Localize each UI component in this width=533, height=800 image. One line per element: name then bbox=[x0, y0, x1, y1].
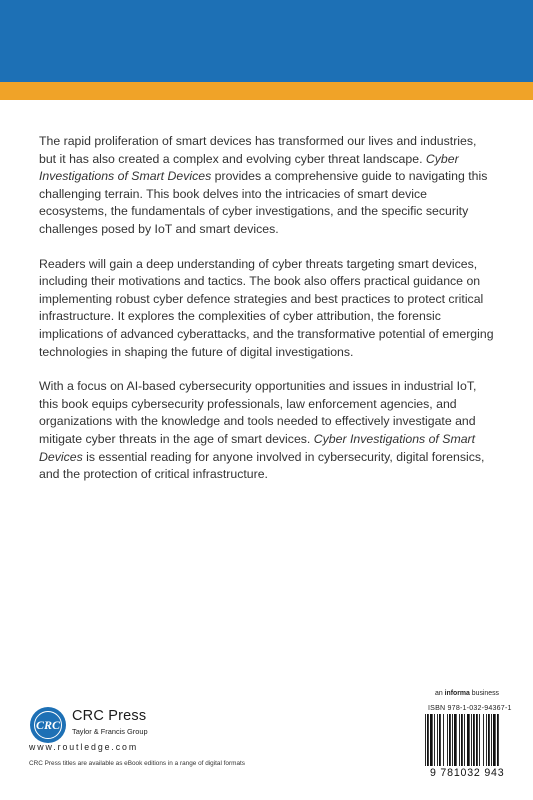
blurb-p3-text-b: is essential reading for anyone involved in cybersecurity, digital forensics, and the protection of critical infrastructure. bbox=[39, 449, 485, 482]
publisher-group: Taylor & Francis Group bbox=[72, 727, 148, 736]
accent-color-band bbox=[0, 82, 533, 100]
top-color-band bbox=[0, 0, 533, 82]
informa-business-tag bbox=[435, 690, 499, 697]
barcode-icon bbox=[423, 714, 522, 766]
ebook-availability-note: CRC Press titles are available as eBook editions in a range of digital formats bbox=[29, 760, 245, 767]
publisher-name: CRC Press bbox=[72, 708, 147, 724]
informa-suffix: business bbox=[469, 690, 499, 697]
crc-press-logo-icon bbox=[29, 706, 67, 744]
blurb-paragraph-1 bbox=[39, 133, 496, 239]
blurb-paragraph-3 bbox=[39, 378, 496, 484]
blurb-paragraph-2: Readers will gain a deep understanding of cyber threats targeting smart devices, including their motivations and tactics. The book also offers practical guidance on implementing robust cyber defence strategies and best practices to protect critical infrastructure. It explores the complexities of cyber attribution, the forensic implications of advanced cyberattacks, and the transformative potential of emerging technologies in shaping the future of digital investigations. bbox=[39, 256, 494, 359]
isbn-text: ISBN 978-1-032-94367-1 bbox=[428, 704, 512, 712]
informa-brand: informa bbox=[444, 690, 470, 697]
blurb-p3-text-a: With a focus on AI-based cybersecurity opportunities and issues in industrial IoT, this book equips cybersecurity professionals, law enforcement agencies, and organizations with the knowledge and tools needed to effectively investigate and mitigate cyber threats in the age of smart devices. bbox=[39, 379, 477, 446]
back-cover-blurb bbox=[39, 133, 496, 501]
blurb-p1-text-b: provides a comprehensive guide to navigating this challenging terrain. This book delves into the intricacies of smart device ecosystems, the fundamentals of cyber investigations, and the specific security challenges posed by IoT and smart devices. bbox=[39, 169, 488, 236]
svg-text:CRC: CRC bbox=[35, 718, 61, 732]
barcode-digits: 9 781032 943 bbox=[430, 767, 505, 779]
blurb-p1-text-a: The rapid proliferation of smart devices has transformed our lives and industries, but it has also created a complex and evolving cyber threat landscape. bbox=[39, 134, 477, 166]
book-title-italic: Cyber Investigations of Smart Devices bbox=[39, 431, 476, 464]
publisher-website: www.routledge.com bbox=[29, 742, 139, 752]
book-title-italic: Cyber Investigations of Smart Devices bbox=[39, 151, 459, 184]
informa-prefix: an bbox=[435, 690, 445, 697]
